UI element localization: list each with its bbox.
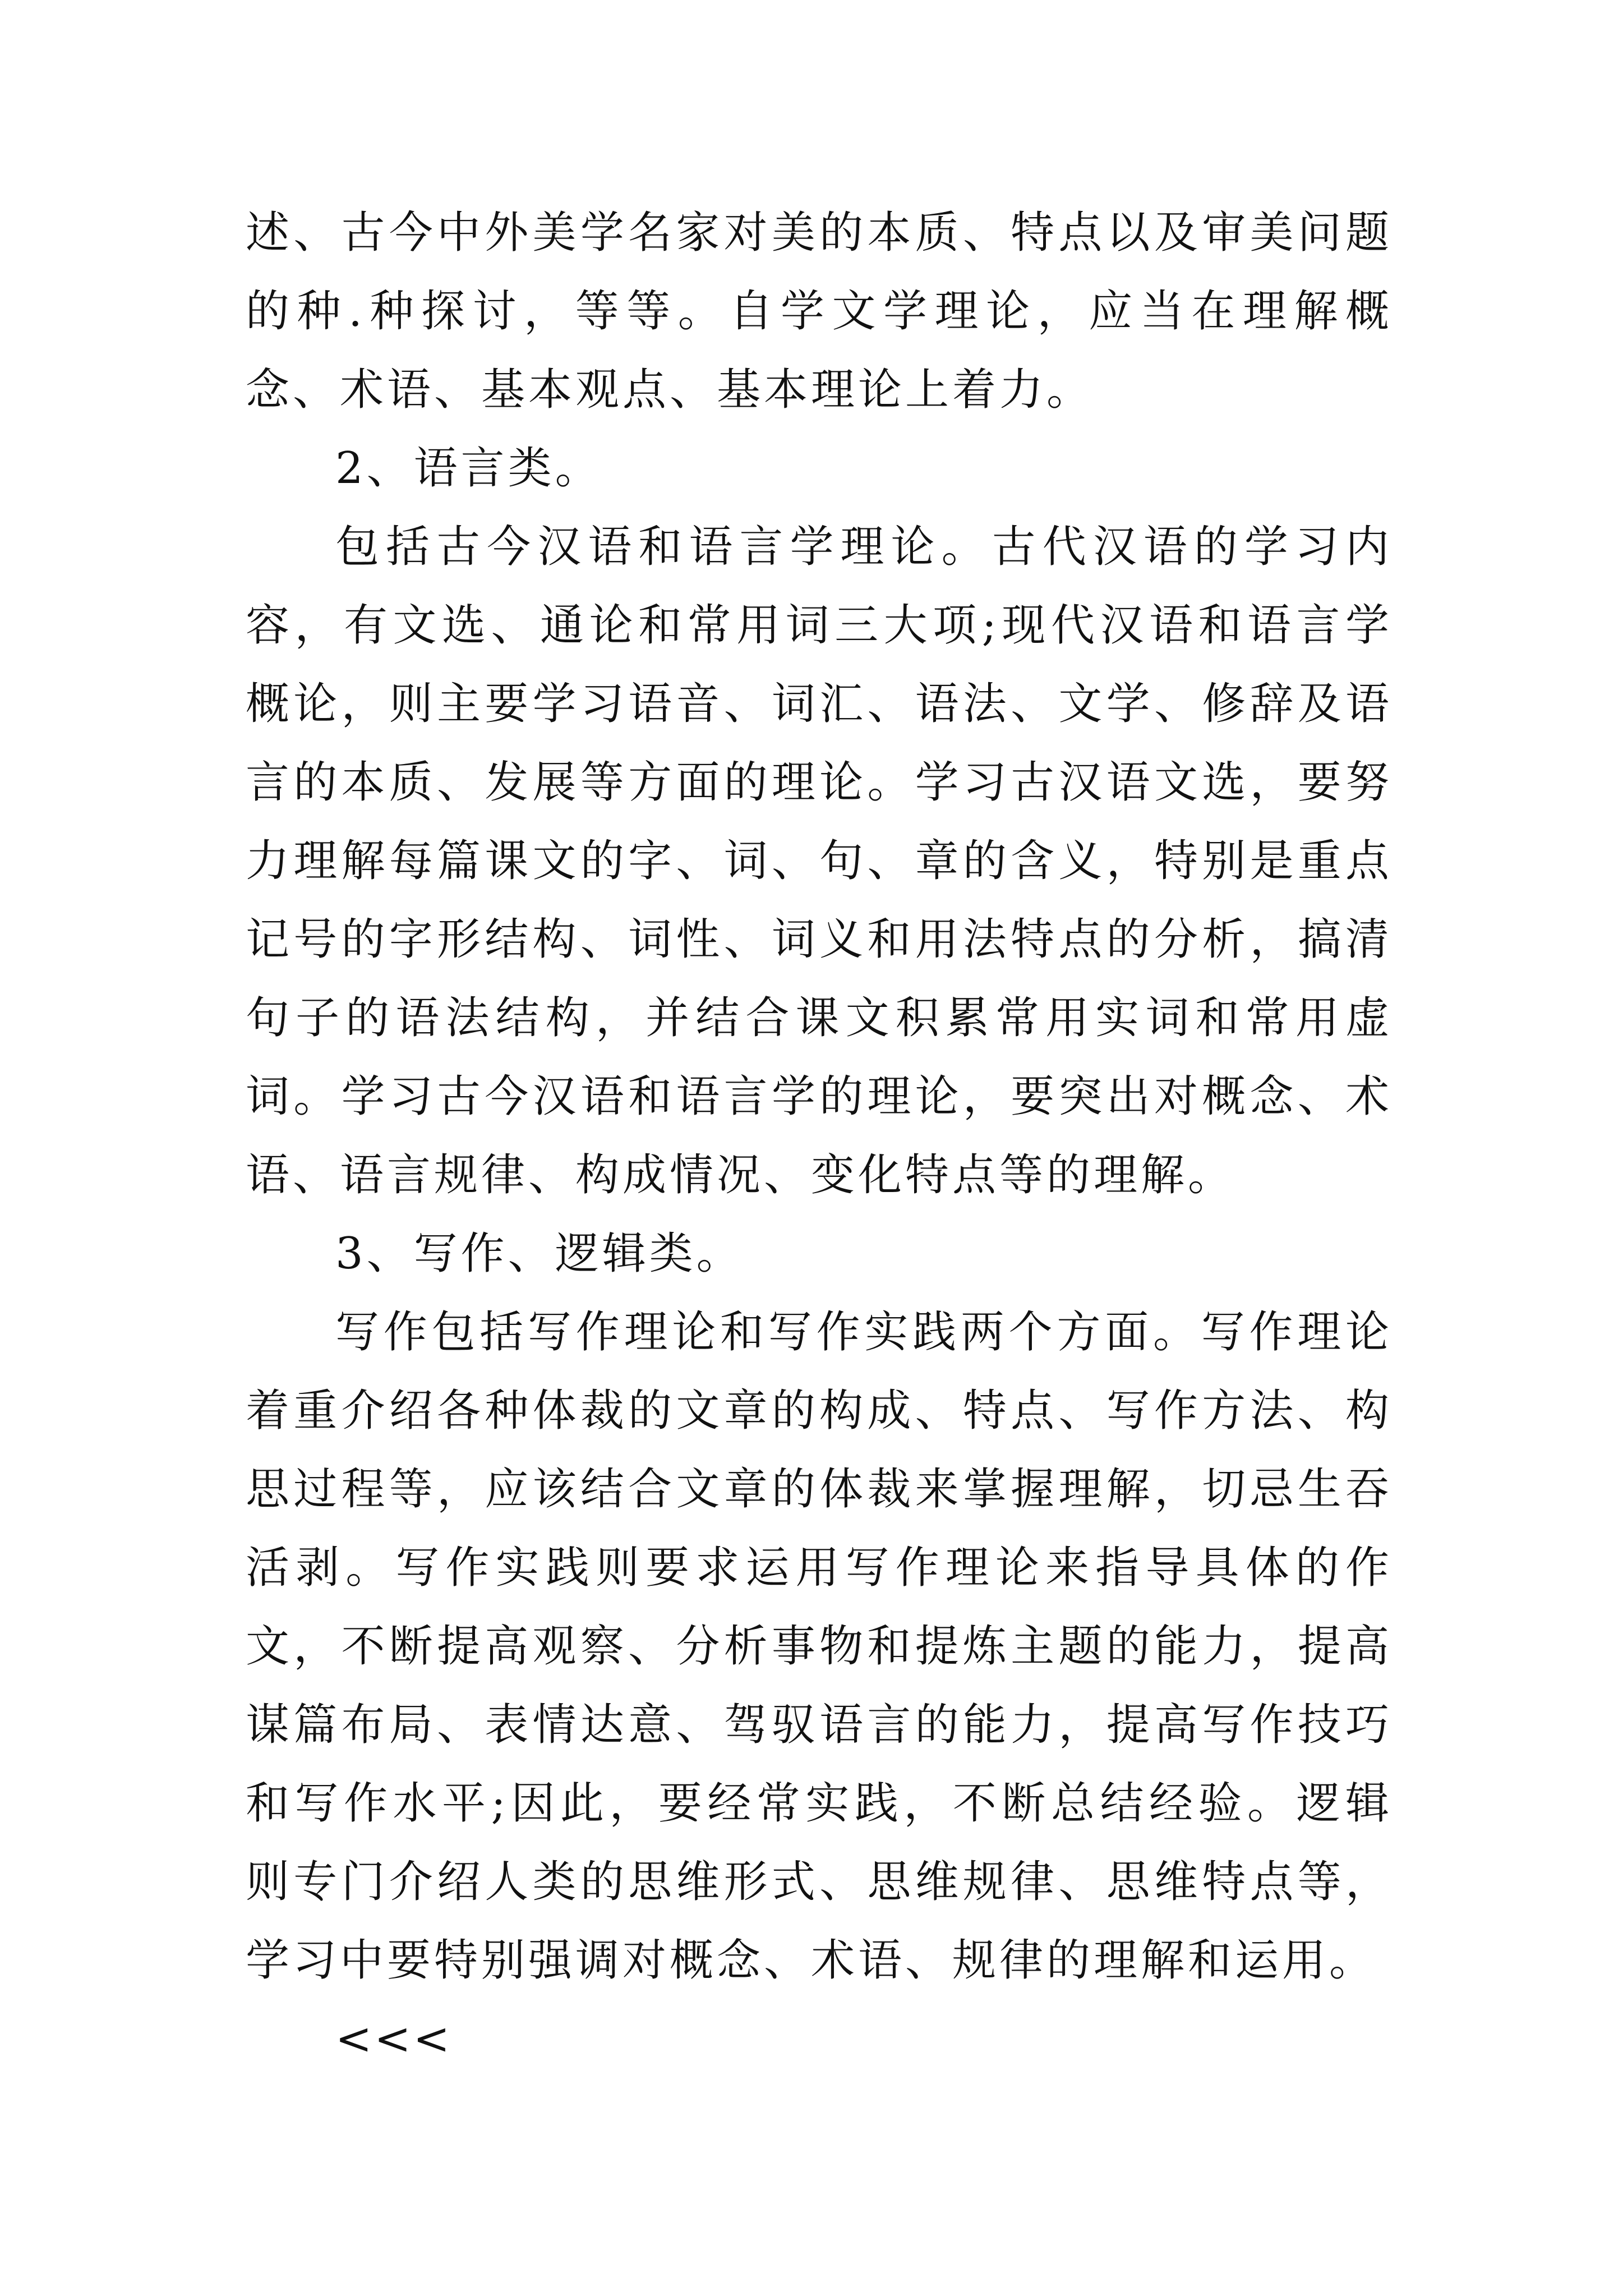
section-heading-writing-logic: 3、写作、逻辑类。 (335, 1228, 744, 1279)
paragraph-continuation: 述、古今中外美学名家对美的本质、特点以及审美问题的种.种探讨，等等。自学文学理论，应当在理解概念、术语、基本观点、基本理论上着力。 (246, 208, 1393, 415)
paragraph-language: 包括古今汉语和语言学理论。古代汉语的学习内容，有文选、通论和常用词三大项;现代汉语和语言学概论，则主要学习语音、词汇、语法、文学、修辞及语言的本质、发展等方面的理论。学习古汉语文选，要努力理解每篇课文的字、词、句、章的含义，特别是重点记号的字形结构、词性、词义和用法特点的分析，搞清句子的语法结构，并结合课文积累常用实词和常用虚词。学习古今汉语和语言学的理论，要突出对概念、术语、语言规律、构成情况、变化特点等的理解。 (246, 522, 1393, 1200)
paragraph-writing-logic: 写作包括写作理论和写作实践两个方面。写作理论着重介绍各种体裁的文章的构成、特点、写作方法、构思过程等，应该结合文章的体裁来掌握理解，切忌生吞活剥。写作实践则要求运用写作理论来指导具体的作文，不断提高观察、分析事物和提炼主题的能力，提高谋篇布局、表情达意、驾驭语言的能力，提高写作技巧和写作水平;因此，要经常实践，不断总结经验。逻辑则专门介绍人类的思维形式、思维规律、思维特点等，学习中要特别强调对概念、术语、规律的理解和运用。 (246, 1307, 1393, 1986)
document-body (246, 194, 1393, 2078)
page-marker: <<< (335, 2014, 453, 2064)
section-heading-language: 2、语言类。 (335, 443, 602, 494)
